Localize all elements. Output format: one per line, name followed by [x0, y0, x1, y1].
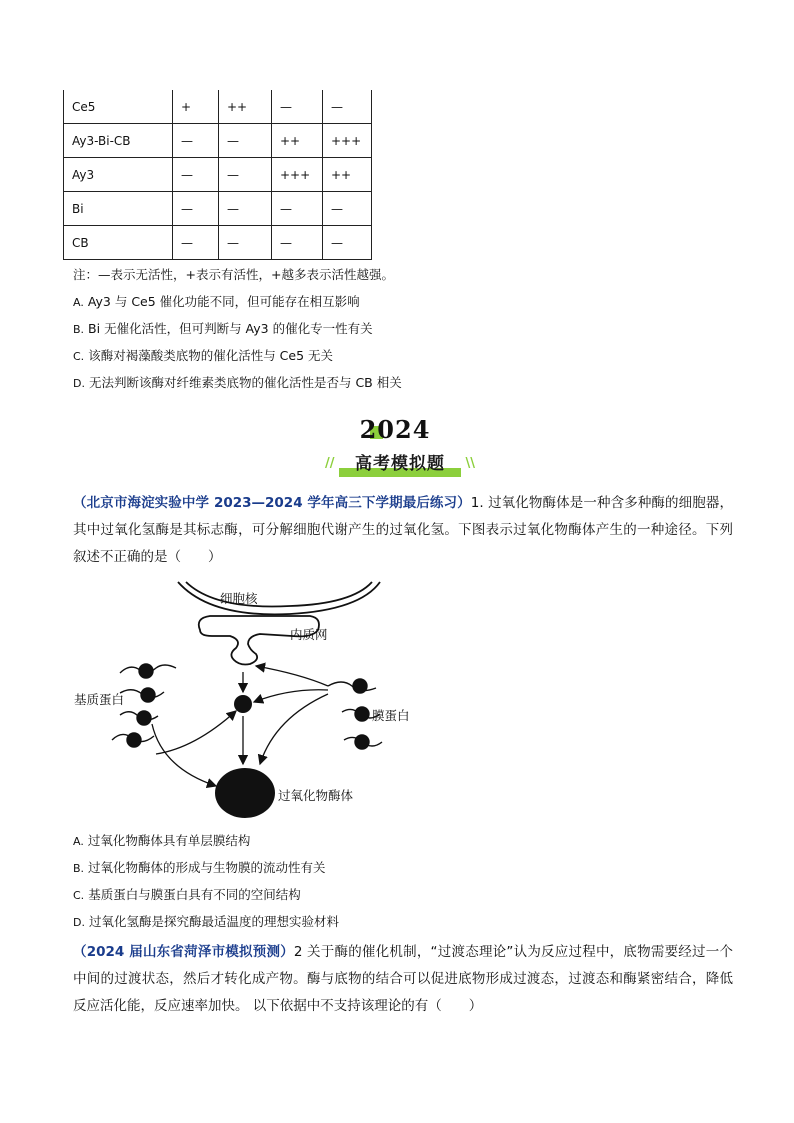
table-cell: — [272, 90, 323, 124]
table-cell: — [219, 124, 272, 158]
option-d [73, 913, 339, 932]
table-cell: — [173, 192, 219, 226]
option-text: 该酶对褐藻酸类底物的催化活性与 Ce5 无关 [88, 348, 334, 363]
option-letter: A. [73, 835, 84, 848]
table-cell: CB [64, 226, 173, 260]
option-text: 过氧化物酶体具有单层膜结构 [87, 833, 251, 848]
label-nucleus: 细胞核 [220, 591, 258, 606]
table-cell: — [323, 90, 372, 124]
table-note: 注：—表示无活性，+表示有活性，+越多表示活性越强。 [73, 267, 394, 282]
section-year: 2024 [359, 415, 431, 444]
question-stem: 1. 过氧化物酶体是一种含多种酶的细胞器，其中过氧化氢酶是其标志酶，可分解细胞代谢产生的过氧化氢。下图表示过氧化物酶体产生的一种途径。下列叙述不正确的是（ ） [73, 495, 734, 565]
table-cell: Ay3-Bi-CB [64, 124, 173, 158]
section-banner [325, 450, 475, 478]
question-source: （2024 届山东省菏泽市模拟预测） [73, 944, 294, 960]
question-source: （北京市海淀实验中学 2023—2024 学年高三下学期最后练习） [73, 495, 471, 511]
table-cell: — [323, 192, 372, 226]
table-cell: ++ [219, 90, 272, 124]
table-cell: +++ [272, 158, 323, 192]
table-cell: — [173, 158, 219, 192]
option-letter: B. [73, 862, 85, 875]
activity-table [63, 90, 372, 260]
peroxisome-body [215, 768, 275, 818]
option-letter: C. [73, 350, 85, 363]
option-letter: C. [73, 889, 85, 902]
slash-decoration-left: // [325, 456, 335, 471]
table-cell: — [272, 192, 323, 226]
option-text: Bi 无催化活性，但可判断与 Ay3 的催化专一性有关 [88, 321, 373, 336]
slash-decoration-right: \\ [465, 456, 475, 471]
peroxisome-diagram [60, 578, 440, 823]
table-cell: — [219, 226, 272, 260]
table-row [64, 158, 372, 192]
option-letter: A. [73, 296, 84, 309]
option-b [73, 320, 373, 339]
table-cell: +++ [323, 124, 372, 158]
table-cell: + [173, 90, 219, 124]
option-letter: D. [73, 377, 85, 390]
table-row [64, 124, 372, 158]
vesicle [234, 695, 252, 713]
label-matrix-protein: 基质蛋白 [74, 692, 125, 707]
option-text: 过氧化氢酶是探究酶最适温度的理想实验材料 [88, 914, 339, 929]
table-cell: Bi [64, 192, 173, 226]
table-cell: Ce5 [64, 90, 173, 124]
table-cell: Ay3 [64, 158, 173, 192]
question-stem: 2 关于酶的催化机制，“过渡态理论”认为反应过程中，底物需要经过一个中间的过渡状态，然后才转化成产物。酶与底物的结合可以促进底物形成过渡态，过渡态和酶紧密结合，降低反应活化能，反应速率加快。 以下依据中不支持该理论的有（ ） [73, 944, 733, 1014]
option-a [73, 832, 250, 851]
option-text: 基质蛋白与膜蛋白具有不同的空间结构 [88, 887, 301, 902]
option-text: 无法判断该酶对纤维素类底物的催化活性是否与 CB 相关 [88, 375, 402, 390]
option-letter: D. [73, 916, 85, 929]
table-row [64, 90, 372, 124]
label-peroxisome: 过氧化物酶体 [278, 788, 354, 803]
option-a [73, 293, 360, 312]
table-cell: ++ [323, 158, 372, 192]
table-cell: — [173, 226, 219, 260]
option-letter: B. [73, 323, 85, 336]
table-row [64, 226, 372, 260]
label-membrane-protein: 膜蛋白 [372, 708, 410, 723]
table-cell: — [272, 226, 323, 260]
option-d [73, 374, 402, 393]
question-2 [73, 939, 733, 1020]
option-b [73, 859, 326, 878]
table-cell: — [323, 226, 372, 260]
table-cell: — [219, 192, 272, 226]
table-cell: — [219, 158, 272, 192]
table-cell: — [173, 124, 219, 158]
banner-title: 高考模拟题 [355, 454, 445, 474]
question-1 [73, 490, 733, 571]
option-text: 过氧化物酶体的形成与生物膜的流动性有关 [88, 860, 326, 875]
option-c [73, 886, 301, 905]
table-row [64, 192, 372, 226]
table-cell: ++ [272, 124, 323, 158]
nucleus-envelope-inner [186, 582, 372, 607]
option-c [73, 347, 333, 366]
label-er: 内质网 [290, 627, 328, 642]
nucleus-envelope-outer [178, 582, 380, 614]
option-text: Ay3 与 Ce5 催化功能不同，但可能存在相互影响 [87, 294, 360, 309]
